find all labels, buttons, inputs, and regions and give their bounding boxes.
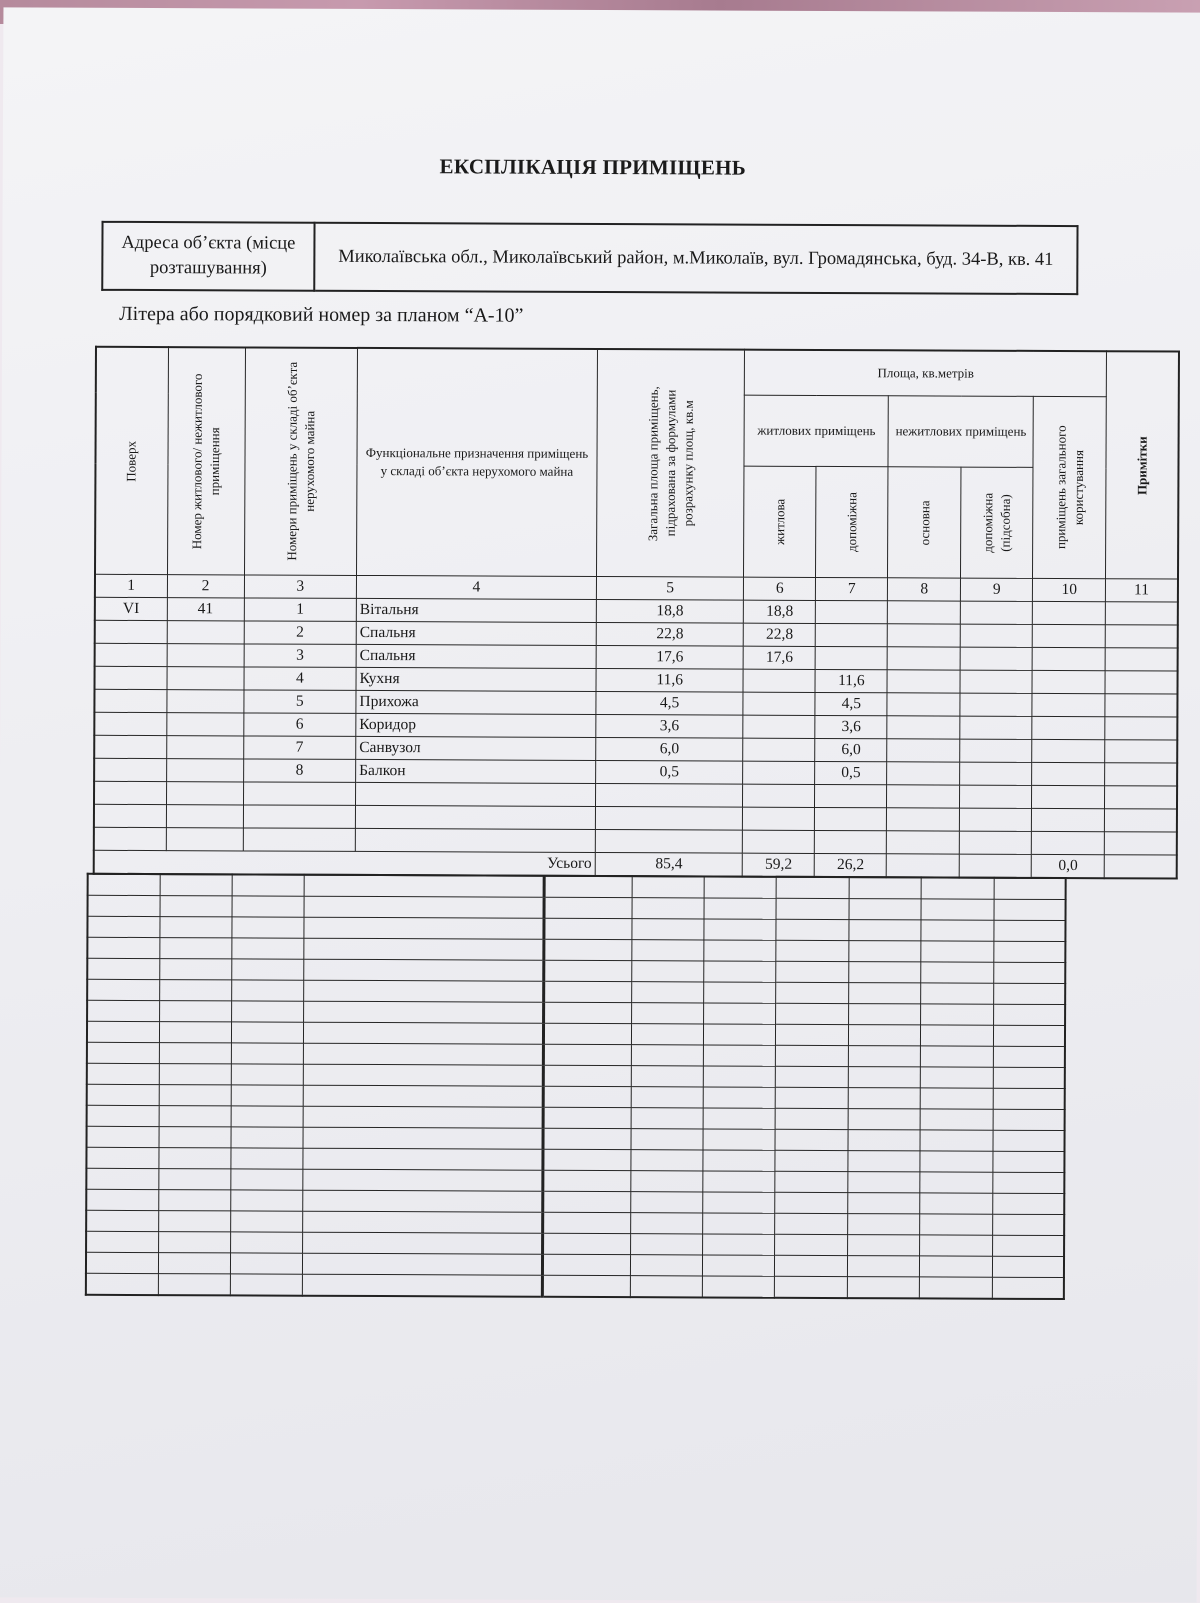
table-row: 4 Кухня 11,6 11,6 [95, 666, 1178, 694]
header-function: Функціональне призначення приміщень у складі об’єкта нерухомого майна [356, 348, 597, 577]
table-row: 7 Санвузол 6,0 6,0 [94, 735, 1177, 763]
table-row: 6 Коридор 3,6 3,6 [94, 712, 1177, 740]
column-number-row: 1 2 3 4 5 6 7 8 9 10 11 [95, 574, 1178, 602]
totals-total: 85,4 [595, 852, 742, 876]
table-row: 3 Спальня 17,6 17,6 [95, 643, 1178, 671]
header-floor: Поверх [95, 347, 168, 575]
totals-aux: 26,2 [815, 853, 887, 877]
header-unit-number: Номер житлового/ нежитлового приміщення [167, 347, 245, 575]
table-row: 8 Балкон 0,5 0,5 [94, 758, 1177, 786]
header-total-area: Загальна площа приміщень, підрахована за формулами розрахунку площ, кв.м [596, 349, 744, 577]
address-value: Миколаївська обл., Миколаївський район, м.Миколаїв, вул. Громадянська, буд. 34-В, кв. 41 [314, 223, 1077, 294]
document-sheet [0, 7, 1200, 1602]
address-table [101, 221, 1078, 295]
totals-living: 59,2 [743, 853, 815, 877]
table-row: 5 Прихожа 4,5 4,5 [94, 689, 1177, 717]
header-residential-group: житлових приміщень [744, 395, 888, 467]
explication-table [93, 346, 1180, 880]
blank-row [86, 1273, 1064, 1299]
address-label: Адреса об’єкта (місце розташування) [102, 222, 314, 291]
plan-litera: Літера або порядковий номер за планом “А-10” [119, 302, 524, 327]
header-nonresidential-group: нежитлових приміщень [888, 396, 1033, 468]
totals-common: 0,0 [1032, 854, 1105, 878]
header-common-use: приміщень загального користування [1033, 396, 1107, 578]
totals-label: Усього [94, 850, 596, 876]
document-title: ЕКСПЛІКАЦІЯ ПРИМІЩЕНЬ [439, 154, 747, 180]
table-row: 2 Спальня 22,8 22,8 [95, 620, 1178, 648]
header-room-numbers: Номери приміщень у складі об’єкта нерухомого майна [244, 347, 357, 575]
header-residential-living: житлова [744, 466, 816, 577]
header-area-group: Площа, кв.метрів [745, 350, 1107, 397]
header-nonres-aux: допоміжна (підсобна) [961, 467, 1033, 578]
header-residential-aux: допоміжна [816, 466, 888, 577]
blank-continuation-table [85, 873, 1067, 1300]
table-row: VI 41 1 Вітальня 18,8 18,8 [95, 597, 1178, 625]
header-nonres-main: основна [888, 467, 961, 578]
header-notes: Примітки [1106, 351, 1179, 579]
